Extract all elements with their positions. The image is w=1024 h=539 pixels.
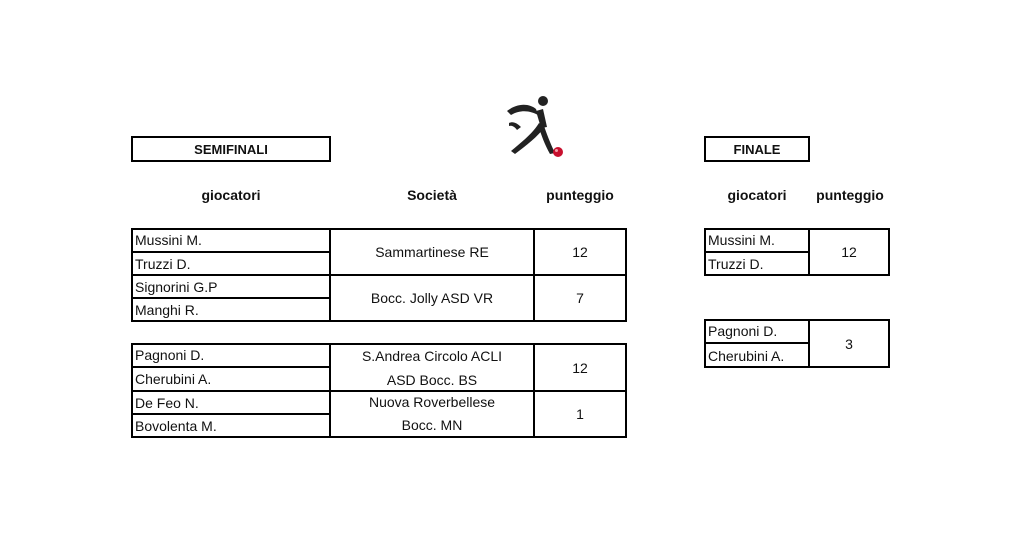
club-cell: [329, 343, 535, 392]
club-cell: Sammartinese RE: [329, 228, 535, 276]
player-cell: Truzzi D.: [131, 252, 331, 275]
player-cell: Mussini M.: [704, 228, 810, 252]
club-cell: [329, 390, 535, 438]
score-cell: 1: [533, 390, 627, 438]
club-line: Bocc. MN: [401, 417, 463, 433]
player-cell: Signorini G.P: [131, 275, 331, 298]
player-cell: Cherubini A.: [704, 343, 810, 368]
club-cell: Bocc. Jolly ASD VR: [329, 274, 535, 322]
player-cell: De Feo N.: [131, 391, 331, 414]
club-line: ASD Bocc. BS: [386, 371, 478, 388]
finale-title: FINALE: [704, 136, 810, 162]
score-cell: 12: [533, 343, 627, 392]
player-cell: Cherubini A.: [131, 367, 331, 391]
semifinali-title: SEMIFINALI: [131, 136, 331, 162]
player-cell: Pagnoni D.: [131, 343, 331, 367]
player-cell: Truzzi D.: [704, 252, 810, 276]
player-cell: Pagnoni D.: [704, 319, 810, 343]
club-header: Società: [407, 187, 457, 203]
finale-players-header: giocatori: [727, 187, 787, 203]
players-header: giocatori: [201, 187, 261, 203]
club-line: S.Andrea Circolo ACLI: [361, 347, 503, 364]
player-cell: Manghi R.: [131, 298, 331, 322]
score-cell: 12: [533, 228, 627, 276]
score-cell: 3: [808, 319, 890, 368]
club-line: Nuova Roverbellese: [368, 394, 496, 410]
player-cell: Mussini M.: [131, 228, 331, 252]
player-cell: Bovolenta M.: [131, 414, 331, 438]
finale-score-header: punteggio: [816, 187, 884, 203]
score-header: punteggio: [546, 187, 614, 203]
score-cell: 7: [533, 274, 627, 322]
bocce-player-icon: [503, 93, 569, 160]
score-cell: 12: [808, 228, 890, 276]
